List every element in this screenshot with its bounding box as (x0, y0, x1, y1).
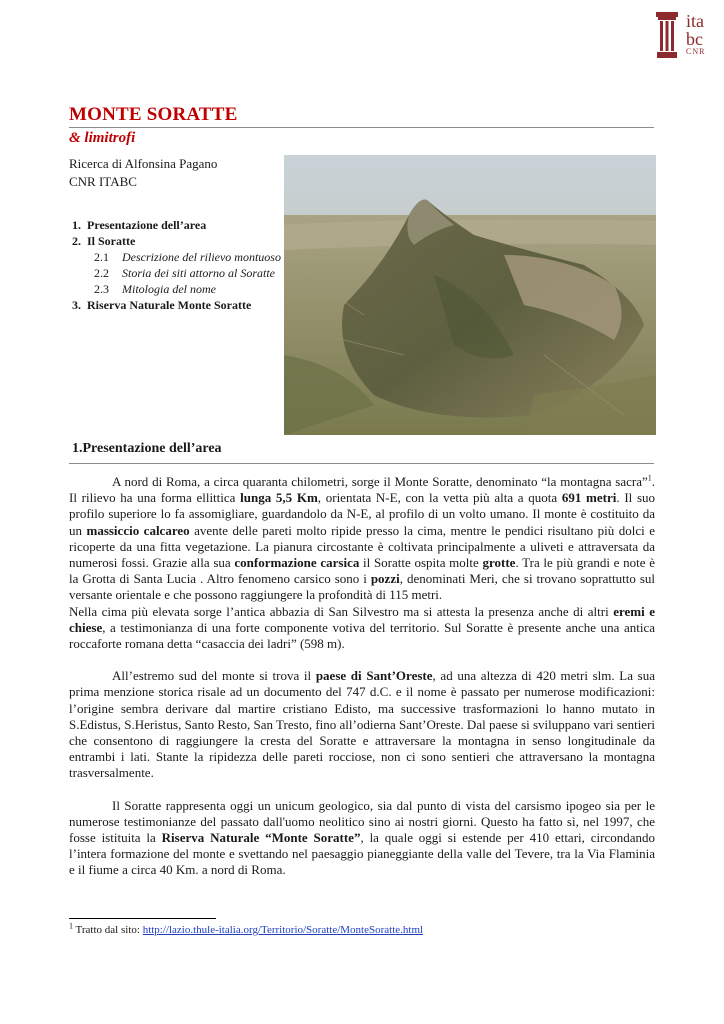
section-heading (72, 441, 222, 457)
footnote-link[interactable]: http://lazio.thule-italia.org/Territorio/Soratte/MonteSoratte.html (142, 924, 424, 936)
author-block (69, 155, 217, 191)
paragraph-2: Nella cima più elevata sorge l’antica abbazia di San Silvestro ma si attesta la presenza anche di altri eremi e chiese, a testimonianza di una forte componente votiva del territorio. Sul Soratte è presente anche una antica roccaforte romana detta “casaccia dei ladri” (598 m). (69, 603, 655, 652)
logo-text-bc: bc (686, 29, 703, 49)
footnote-number: 1 (69, 921, 73, 931)
paragraph-4: Il Soratte rappresenta oggi un unicum geologico, sia dal punto di vista del carsismo ipogeo sia per le numerose testimonianze del passato dall'uomo neolitico sino ai nostri giorni. Questo ha fatto sì, nel 1997, che fosse istituita la Riserva Naturale “Monte Soratte”, la quale oggi si estende per 410 ettari, circondando l’intera formazione del monte e svettando nel paesaggio pianeggiante della valle del Tevere, tra la Via Flaminia e il fiume a circa 40 Km. a nord di Roma. (69, 797, 655, 878)
toc-item[interactable]: 3. Riserva Naturale Monte Soratte (72, 298, 252, 312)
page-subtitle: & limitrofi (69, 130, 136, 146)
paragraph-1: A nord di Roma, a circa quaranta chilometri, sorge il Monte Soratte, denominato “la montagna sacra”$^1$. Il rilievo ha una forma ellittica lunga 5,5 Km, orientata N-E, con la vetta più alta a quota 691 metri. Il suo profilo superiore lo fa assomigliare, guardandolo da N-E, al profilo di un volto umano. Il monte è costituito da un massiccio calcareo avente delle pareti molto ripide presso la cima, mentre le pendici risultano più dolci e ricoperte da una fitta vegetazione. La pianura circostante è coltivata principalmente a uliveti e attraversata da numerosi fossi. Grazie alla sua conformazione carsica il Soratte ospita molte grotte. Tra le più grandi e note è la Grotta di Santa Lucia . Altro fenomeno carsico sono i pozzi, denominati Meri, che si trovano soprattutto sul versante orientale e che possono raggiungere la profondità di 115 metri. (69, 473, 656, 603)
page-title: MONTE SORATTE (69, 104, 238, 125)
author-affiliation: CNR ITABC (69, 174, 137, 189)
section-number: 1. (72, 441, 83, 456)
toc-item[interactable]: 2. Il Soratte (72, 234, 136, 248)
paragraph-3: All’estremo sud del monte si trova il paese di Sant’Oreste, ad una altezza di 420 metri slm. La sua prima menzione storica risale ad un documento del 747 d.C. e il nome è passato per numerose modificazioni: l’origine sembra derivare dal martire cristiano Edisto, ma successive trasformazioni lo hanno mutato in S.Edistus, S.Heristus, Santo Resto, San Tresto, fino all’odierna Sant’Oreste. Dal paese si sviluppano vari sentieri che consentono di raggiungere la cresta del Soratte e attraversare la montagna in senso longitudinale da entrambi i lati. Stante la ripidezza delle pareti rocciose, non ci sono sentieri che attraversano la montagna trasversalmente. (69, 668, 656, 781)
article-body (69, 474, 655, 879)
toc-subitem[interactable]: 2.1 Descrizione del rilievo montuoso (94, 250, 281, 264)
column-icon (656, 12, 678, 58)
section-title: Presentazione dell’area (82, 441, 222, 456)
aerial-mountain-photo (284, 155, 656, 435)
itabc-logo (652, 10, 720, 62)
footnote-ref[interactable]: 1 (647, 473, 652, 483)
table-of-contents (72, 217, 282, 313)
toc-item[interactable]: 1. Presentazione dell’area (72, 218, 207, 232)
section-divider (69, 463, 654, 464)
toc-subitem[interactable]: 2.2 Storia dei siti attorno al Soratte (94, 266, 276, 280)
toc-subitem[interactable]: 2.3 Mitologia del nome (94, 282, 216, 296)
logo-text-ita: ita (686, 11, 704, 31)
footnote (69, 923, 423, 937)
footnote-text: Tratto dal sito: (73, 924, 143, 936)
logo-text-cnr: CNR (686, 47, 706, 56)
footnote-divider (69, 918, 216, 919)
author-name: Ricerca di Alfonsina Pagano (69, 156, 218, 171)
title-divider (69, 127, 654, 128)
